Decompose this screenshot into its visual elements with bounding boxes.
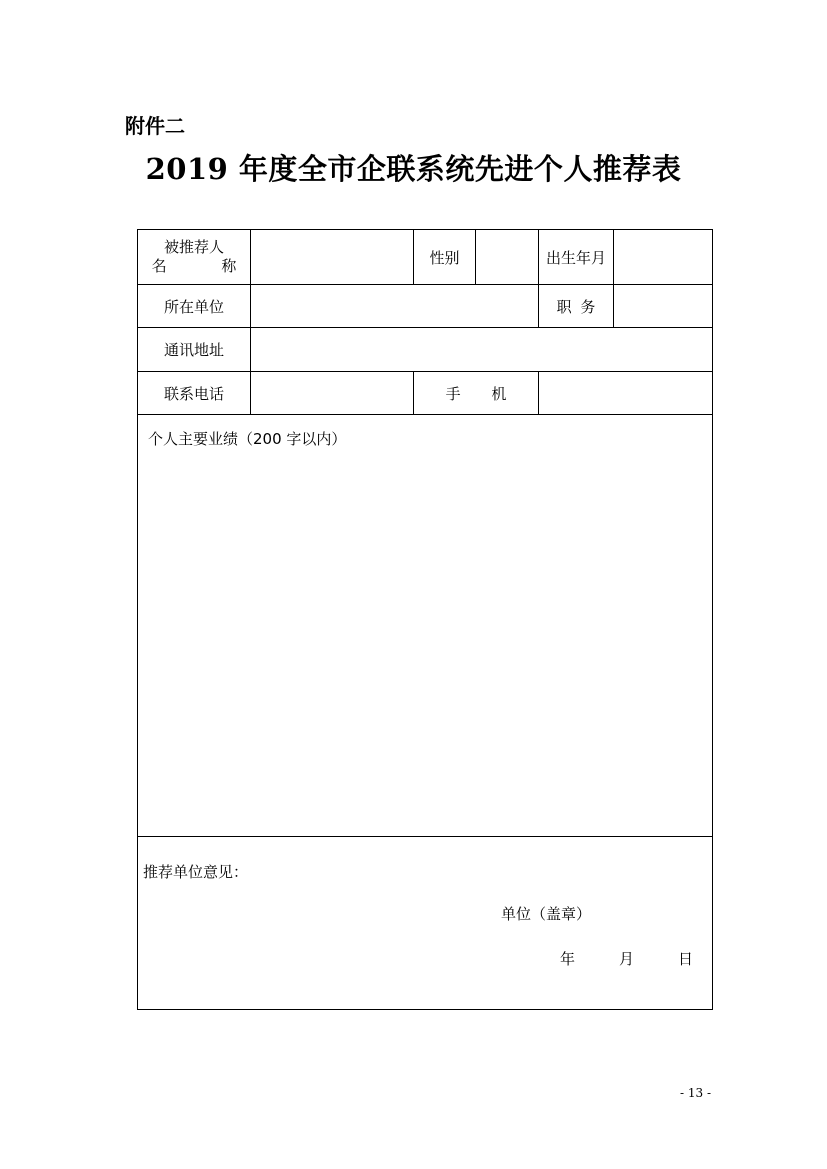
achievements-cell[interactable]	[137, 414, 713, 837]
name-input-cell[interactable]	[250, 229, 414, 285]
opinion-label: 推荐单位意见：	[143, 863, 249, 881]
birth-label: 出生年月	[545, 248, 606, 267]
address-label: 通讯地址	[163, 341, 224, 359]
mobile-label: 手 机	[445, 384, 507, 403]
achievements-label: 个人主要业绩（200 字以内）	[148, 430, 347, 448]
gender-label-cell	[413, 229, 476, 285]
unit-label-cell	[137, 284, 251, 328]
date-year: 年	[560, 950, 576, 968]
position-label: 职 务	[556, 297, 596, 316]
phone-label-cell	[137, 371, 251, 415]
form-title: 2019 年度全市企联系统先进个人推荐表	[145, 152, 682, 186]
address-input-cell[interactable]	[250, 327, 713, 372]
page-number: - 13 -	[680, 1086, 712, 1100]
date-line	[560, 948, 693, 969]
position-label-cell	[538, 284, 614, 328]
birth-input-cell[interactable]	[613, 229, 713, 285]
birth-label-cell	[538, 229, 614, 285]
position-input-cell[interactable]	[613, 284, 713, 328]
seal-label: 单位（盖章）	[501, 905, 592, 923]
date-month: 月	[619, 950, 635, 968]
gender-label: 性别	[429, 248, 460, 267]
attachment-label: 附件二	[125, 114, 185, 138]
mobile-label-cell	[413, 371, 539, 415]
name-label-line2: 名 称	[151, 257, 262, 275]
name-label-line1: 被推荐人	[163, 238, 224, 256]
phone-input-cell[interactable]	[250, 371, 414, 415]
mobile-input-cell[interactable]	[538, 371, 713, 415]
address-label-cell	[137, 327, 251, 372]
unit-label: 所在单位	[163, 297, 224, 316]
unit-input-cell[interactable]	[250, 284, 539, 328]
name-label-cell	[137, 229, 262, 285]
date-day: 日	[678, 950, 694, 968]
gender-input-cell[interactable]	[475, 229, 539, 285]
phone-label: 联系电话	[163, 384, 224, 403]
